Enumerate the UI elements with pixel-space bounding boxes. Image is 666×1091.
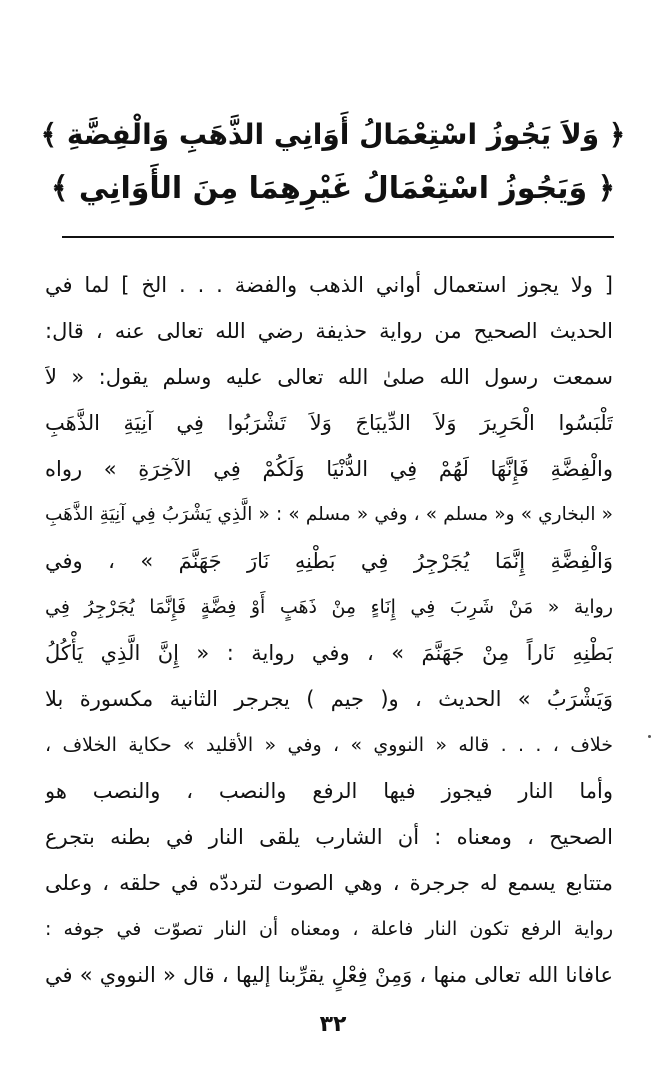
text-line: « البخاري » و« مسلم » ، وفي « مسلم » : « الَّذِي يَشْرَبُ فِي آنِيَةِ الذَّهَبِ [45,504,613,525]
text-line: الصحيح ، ومعناه : أن الشارب يلقى النار في بطنه بتجرع [45,825,613,849]
text-line: عافانا الله تعالى منها ، وَمِنْ فِعْلٍ يقرِّبنا إليها ، قال « النووي » في [45,963,613,987]
text-line: رواية الرفع تكون النار فاعلة ، ومعناه أن النار تصوّت في جوفه : [45,918,613,940]
text-line: بَطْنِهِ نَاراً مِنْ جَهَنَّمَ » ، وفي رواية : « إِنَّ الَّذِي يَأْكُلُ [45,641,613,665]
text-line: سمعت رسول الله صلىٰ الله تعالى عليه وسلم يقول: « لاَ [45,365,613,389]
text-line: وأما النار فيجوز فيها الرفع والنصب ، والنصب هو [45,779,613,803]
heading-line-1: ﴿ وَلاَ يَجُوزُ اسْتِعْمَالُ أَوَانِي الذَّهَبِ وَالْفِضَّةِ ﴾ [40,118,626,151]
text-line: متتابع يسمع له جرجرة ، وهي الصوت لترددّه في حلقه ، وعلى [45,871,613,895]
heading-line-2: ﴿ وَيَجُوزُ اسْتِعْمَالُ غَيْرِهِمَا مِنَ الأَوَانِي ﴾ [50,171,616,206]
text-line: خلاف ، . . . قاله « النووي » ، وفي « الأقليد » حكاية الخلاف ، [45,734,613,756]
verse-heading [40,108,626,216]
heading-divider [62,236,614,238]
text-line: رواية « مَنْ شَرِبَ فِي إِنَاءٍ مِنْ ذَهَبٍ أَوْ فِضَّةٍ فَإِنَّمَا يُجَرْجِرُ فِي [45,596,613,618]
text-line: الحديث الصحيح من رواية حذيفة رضي الله تعالى عنه ، قال: [45,319,613,343]
commentary-text [45,262,613,998]
text-line: وَالْفِضَّةِ إِنَّمَا يُجَرْجِرُ فِي بَطْنِهِ نَارَ جَهَنَّمَ » ، وفي [45,549,613,573]
text-line: والْفِضَّةِ فَإِنَّهَا لَهُمْ فِي الدُّنْيَا وَلَكُمْ فِي الآخِرَةِ » رواه [45,457,613,481]
text-line: تَلْبَسُوا الْحَرِيرَ وَلاَ الدِّيبَاجَ وَلاَ تَشْرَبُوا فِي آنِيَةِ الذَّهَبِ [45,411,613,435]
text-line: [ ولا يجوز استعمال أواني الذهب والفضة . . . الخ ] لما في [45,273,613,297]
page-number: ٣٢ [319,1012,347,1037]
print-speck [648,735,651,738]
text-line: وَيَشْرَبُ » الحديث ، و( جيم ) يجرجر الثانية مكسورة بلا [45,687,613,711]
